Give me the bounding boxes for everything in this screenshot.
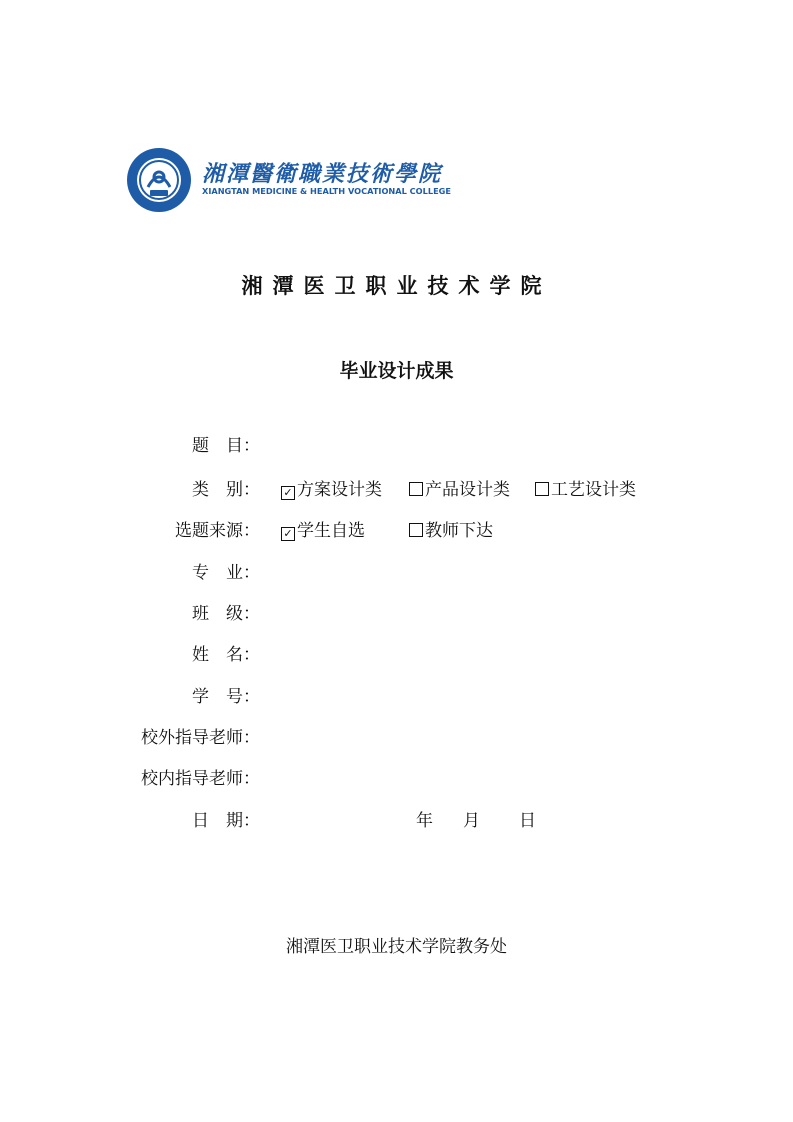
category-option-scheme[interactable]: ✓ 方案设计类	[281, 475, 382, 500]
checkbox-icon[interactable]	[409, 482, 423, 496]
major-label: 专 业：	[192, 563, 260, 583]
source-label: 选题来源：	[175, 521, 260, 541]
category-label: 类 别：	[192, 480, 260, 500]
source-option-teacher[interactable]: 教师下达	[409, 516, 493, 541]
source-option-student[interactable]: ✓ 学生自选	[281, 516, 365, 541]
logo-name-cn: 湘潭醫衛職業技術學院	[202, 161, 443, 187]
school-name: 湘潭医卫职业技术学院	[241, 274, 552, 298]
name-label: 姓 名：	[192, 645, 260, 665]
checkbox-icon[interactable]	[535, 482, 549, 496]
category-option-process[interactable]: 工艺设计类	[535, 475, 636, 500]
document-title: 毕业设计成果	[339, 360, 454, 382]
class-label: 班 级：	[192, 604, 260, 624]
checkbox-icon[interactable]	[409, 523, 423, 537]
date-month[interactable]: 月	[463, 811, 480, 831]
category-option-product[interactable]: 产品设计类	[409, 475, 510, 500]
college-logo	[126, 145, 451, 217]
date-label: 日 期：	[192, 811, 260, 831]
checkbox-checked-icon[interactable]: ✓	[281, 486, 295, 500]
college-seal-icon	[126, 147, 192, 213]
footer-office: 湘潭医卫职业技术学院教务处	[286, 937, 507, 957]
logo-name-en: XIANGTAN MEDICINE & HEALTH VOCATIONAL COLLEGE	[202, 186, 451, 196]
student-id-label: 学 号：	[192, 687, 260, 707]
date-year[interactable]: 年	[416, 811, 433, 831]
topic-label: 题 目：	[192, 436, 260, 456]
internal-advisor-label: 校内指导老师：	[141, 769, 260, 789]
external-advisor-label: 校外指导老师：	[141, 728, 260, 748]
checkbox-checked-icon[interactable]: ✓	[281, 527, 295, 541]
date-day[interactable]: 日	[519, 811, 536, 831]
